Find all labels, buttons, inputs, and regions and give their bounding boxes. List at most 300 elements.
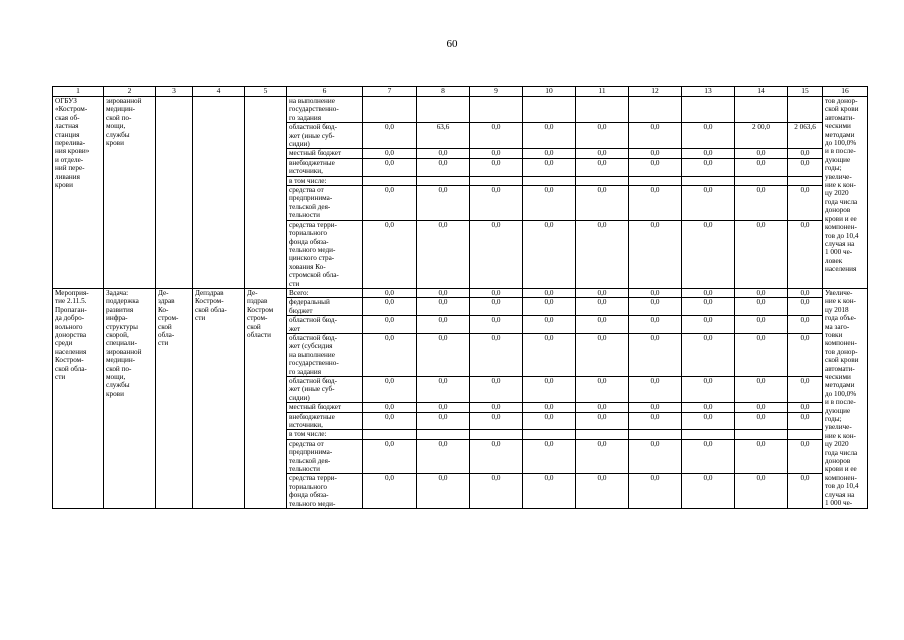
value-cell [470,176,523,185]
text-line: инфра- [106,314,128,323]
value-cell [523,97,576,123]
text-line: ториального [289,229,328,238]
text-line: бюджет [289,306,313,315]
row-label [287,220,363,288]
text-line: ской по- [106,364,132,373]
text-line: фонда обяза- [289,491,329,500]
text-line: 1 000 че- [825,248,853,257]
text-line: компонен- [825,223,857,232]
value-cell: 0,0 [523,403,576,412]
text-line: мощи, [106,122,126,131]
text-line: ской обла- [195,305,227,314]
table-row [53,97,868,123]
value-cell: 0,0 [788,288,823,297]
value-cell: 0,0 [629,288,682,297]
text-line: медицин- [106,356,136,365]
value-cell [788,430,823,439]
text-line: тов до 10,4 [825,482,859,491]
value-cell: 0,0 [629,412,682,430]
column-header: 2 [104,87,156,97]
value-cell: 0,0 [788,298,823,316]
text-line: развития [106,305,134,314]
text-line: цу 2020 [825,440,849,449]
value-cell: 0,0 [523,158,576,176]
value-cell: 0,0 [682,298,735,316]
value-cell: 0,0 [417,377,470,403]
column-header: 11 [576,87,629,97]
text-line: станция [55,130,80,139]
value-cell: 0,0 [417,298,470,316]
text-line: тельности [289,465,320,474]
value-cell: 0,0 [523,474,576,509]
text-line: товки [825,330,843,339]
value-cell: 0,0 [788,220,823,288]
text-line: ской [158,322,172,331]
value-cell: 0,0 [417,149,470,158]
row-label [287,333,363,376]
row-label [287,403,363,412]
cell-col5 [245,288,287,508]
value-cell [735,176,788,185]
text-line: жет (субсидия [289,342,333,351]
value-cell: 0,0 [470,288,523,297]
value-cell: 0,0 [629,333,682,376]
value-cell: 0,0 [363,412,417,430]
text-line: тов донор- [825,97,858,105]
table-row [53,288,868,297]
text-line: го задания [289,113,322,122]
value-cell [629,176,682,185]
cell-col3 [156,288,193,508]
text-line: Увеличе- [825,288,853,297]
column-header: 5 [245,87,287,97]
column-header: 3 [156,87,193,97]
text-line: ской [247,322,261,331]
text-line: ния крови» [55,147,90,156]
value-cell [629,97,682,123]
value-cell: 0,0 [576,403,629,412]
value-cell: 0,0 [363,149,417,158]
text-line: населения [825,265,857,274]
value-cell: 0,0 [682,123,735,149]
text-line: в том числе: [289,176,327,185]
value-cell: 0,0 [470,149,523,158]
text-line: на выполнение [289,350,335,359]
column-header: 13 [682,87,735,97]
text-line: пздрав [247,297,268,306]
value-cell [576,430,629,439]
text-line: тельской дея- [289,456,331,465]
value-cell: 0,0 [417,158,470,176]
value-cell: 0,0 [363,333,417,376]
value-cell: 0,0 [470,158,523,176]
text-line: Костром- [55,356,84,365]
value-cell: 0,0 [417,316,470,334]
text-line: источники, [289,421,323,430]
value-cell: 0,0 [788,149,823,158]
text-line: областной бюд- [289,123,337,132]
value-cell: 0,0 [629,220,682,288]
column-header: 8 [417,87,470,97]
text-line: областной бюд- [289,333,337,342]
value-cell: 0,0 [576,474,629,509]
value-cell [735,430,788,439]
text-line: до 100,0% [825,139,857,148]
value-cell: 0,0 [682,403,735,412]
text-line: ской крови [825,356,859,365]
cell-col4 [193,288,245,508]
text-line: государственно- [289,359,339,368]
value-cell: 0,0 [363,316,417,334]
text-line: среди [55,339,73,348]
value-cell: 0,0 [682,377,735,403]
cell-col1 [53,97,104,289]
value-cell: 0,0 [576,333,629,376]
value-cell [523,176,576,185]
value-cell: 0,0 [470,123,523,149]
value-cell: 0,0 [788,403,823,412]
value-cell: 0,0 [735,439,788,474]
value-cell: 0,0 [363,298,417,316]
row-label [287,97,363,123]
budget-table [52,86,868,509]
value-cell: 0,0 [417,333,470,376]
value-cell: 0,0 [470,403,523,412]
value-cell: 0,0 [470,412,523,430]
column-header: 14 [735,87,788,97]
value-cell [417,176,470,185]
value-cell: 0,0 [470,186,523,221]
text-line: ластная [55,122,79,131]
value-cell [363,430,417,439]
text-line: случая на [825,490,855,499]
value-cell [470,97,523,123]
value-cell: 0,0 [629,316,682,334]
text-line: предпринима- [289,194,333,203]
text-line: компонен- [825,339,857,348]
value-cell: 63,6 [417,123,470,149]
text-line: годы; [825,415,842,424]
text-line: медицин- [106,105,136,114]
text-line: да добро- [55,314,85,323]
value-cell: 0,0 [788,474,823,509]
text-line: ческими [825,373,851,381]
text-line: ловек [825,256,843,265]
value-cell: 0,0 [576,123,629,149]
text-line: мощи, [106,373,126,381]
text-line: «Костром- [55,105,88,114]
value-cell: 0,0 [735,474,788,509]
value-cell: 0,0 [470,333,523,376]
text-line: и отделе- [55,155,84,164]
value-cell: 0,0 [629,123,682,149]
value-cell: 0,0 [363,220,417,288]
text-line: дующие [825,155,851,164]
text-line: средства от [289,439,324,448]
value-cell: 0,0 [629,158,682,176]
value-cell: 0,0 [682,333,735,376]
value-cell [682,97,735,123]
cell-col2 [104,97,156,289]
row-label [287,412,363,430]
value-cell: 0,0 [363,377,417,403]
text-line: Всего: [289,288,309,297]
value-cell: 0,0 [629,474,682,509]
value-cell: 0,0 [417,403,470,412]
text-line: до 100,0% [825,389,857,398]
text-line: жет [289,324,301,333]
text-line: цу 2020 [825,189,849,198]
text-line: ОГБУЗ [55,97,77,105]
value-cell: 0,0 [417,186,470,221]
value-cell: 0,0 [363,288,417,297]
value-cell [576,97,629,123]
value-cell: 0,0 [363,474,417,509]
text-line: тие 2.11.5. [55,297,87,306]
text-line: Мероприя- [55,288,89,297]
value-cell [363,97,417,123]
text-line: сидии) [289,393,310,402]
value-cell: 0,0 [470,439,523,474]
column-header: 7 [363,87,417,97]
cell-col16 [823,97,868,289]
value-cell: 0,0 [523,439,576,474]
value-cell: 0,0 [629,377,682,403]
text-line: перелива- [55,139,86,148]
value-cell: 0,0 [682,439,735,474]
value-cell: 0,0 [735,149,788,158]
text-line: зированной [106,347,142,356]
value-cell: 0,0 [682,474,735,509]
value-cell: 0,0 [523,186,576,221]
text-line: тельного меди- [289,245,336,254]
value-cell: 0,0 [682,158,735,176]
value-cell: 2 063,6 [788,123,823,149]
text-line: структуры [106,322,138,331]
column-header: 12 [629,87,682,97]
text-line: хования Ко- [289,262,326,271]
value-cell: 0,0 [735,403,788,412]
text-line: сти [289,279,300,288]
text-line: населения [55,347,87,356]
value-cell: 0,0 [576,316,629,334]
value-cell: 0,0 [576,377,629,403]
value-cell: 0,0 [363,158,417,176]
column-header: 16 [823,87,868,97]
value-cell: 0,0 [682,288,735,297]
row-label [287,316,363,334]
value-cell: 0,0 [523,220,576,288]
value-cell: 0,0 [576,149,629,158]
text-line: Де- [158,288,169,297]
value-cell: 0,0 [363,123,417,149]
text-line: ливания [55,172,80,181]
text-line: специали- [106,339,137,348]
text-line: тельской дея- [289,202,331,211]
value-cell: 0,0 [523,412,576,430]
text-line: случая на [825,239,855,248]
text-line: доноров [825,206,851,215]
text-line: ской обла- [55,364,87,373]
value-cell: 0,0 [629,439,682,474]
value-cell [788,176,823,185]
value-cell: 0,0 [417,474,470,509]
text-line: скорой, [106,330,129,339]
text-line: ская об- [55,113,80,122]
text-line: фонда обяза- [289,237,329,246]
column-header: 4 [193,87,245,97]
text-line: Пропаган- [55,305,87,314]
text-line: ской крови [825,105,859,114]
value-cell: 0,0 [788,412,823,430]
value-cell: 0,0 [523,149,576,158]
text-line: тельности [289,211,320,220]
text-line: года объе- [825,314,857,323]
value-cell: 0,0 [363,439,417,474]
text-line: поддержка [106,297,139,306]
value-cell [682,430,735,439]
text-line: ние к кон- [825,431,856,440]
text-line: сти [158,339,169,348]
value-cell: 0,0 [363,186,417,221]
value-cell: 0,0 [576,288,629,297]
value-cell [735,97,788,123]
value-cell [363,176,417,185]
text-line: ний пере- [55,164,85,173]
text-line: государственно- [289,105,339,114]
text-line: и в после- [825,398,856,407]
text-line: крови [106,389,124,398]
text-line: обла- [158,330,175,339]
value-cell: 0,0 [735,412,788,430]
text-line: в том числе: [289,430,327,439]
value-cell: 0,0 [576,186,629,221]
value-cell: 0,0 [788,439,823,474]
value-cell [682,176,735,185]
text-line: здрав [158,297,175,306]
value-cell: 0,0 [629,186,682,221]
text-line: крови и ее [825,214,857,223]
column-header: 9 [470,87,523,97]
value-cell: 0,0 [735,186,788,221]
text-line: сти [55,373,66,381]
row-label [287,149,363,158]
value-cell: 0,0 [576,298,629,316]
text-line: тов до 10,4 [825,231,859,240]
value-cell [576,176,629,185]
text-line: сидии) [289,140,310,149]
value-cell: 0,0 [735,316,788,334]
value-cell [417,430,470,439]
value-cell: 0,0 [523,288,576,297]
row-label [287,298,363,316]
text-line: 1 000 че- [825,499,853,508]
cell-col4 [193,97,245,289]
text-line: Костром- [195,297,224,306]
text-line: увеличе- [825,172,852,181]
value-cell: 0,0 [735,288,788,297]
value-cell: 0,0 [629,298,682,316]
value-cell: 0,0 [523,377,576,403]
value-cell: 0,0 [629,403,682,412]
value-cell: 0,0 [470,316,523,334]
text-line: Депздрав [195,288,224,297]
text-line: местный бюджет [289,403,342,412]
row-label [287,158,363,176]
text-line: го задания [289,367,322,376]
text-line: дующие [825,406,851,415]
value-cell [417,97,470,123]
row-label [287,439,363,474]
text-line: увеличе- [825,423,852,432]
value-cell: 0,0 [576,412,629,430]
text-line: ние к кон- [825,297,856,306]
value-cell: 0,0 [735,158,788,176]
row-label [287,474,363,509]
text-line: средства терри- [289,474,337,483]
text-line: цу 2018 [825,305,849,314]
text-line: цинского стра- [289,254,335,263]
text-line: ние к кон- [825,181,856,190]
value-cell: 0,0 [417,412,470,430]
value-cell: 0,0 [788,158,823,176]
column-header: 1 [53,87,104,97]
text-line: стром- [158,314,179,323]
text-line: стромской обла- [289,271,339,280]
cell-col1 [53,288,104,508]
value-cell: 0,0 [682,149,735,158]
text-line: федеральный [289,298,330,307]
text-line: ториального [289,482,328,491]
text-line: областной бюд- [289,377,337,385]
text-line: средства терри- [289,220,337,229]
page-number: 60 [446,38,458,50]
text-line: методами [825,130,855,139]
value-cell: 0,0 [788,333,823,376]
value-cell: 0,0 [788,186,823,221]
text-line: Де- [247,288,258,297]
value-cell: 0,0 [523,123,576,149]
text-line: компонен- [825,473,857,482]
text-line: жет (иные суб- [289,385,335,394]
value-cell: 0,0 [576,439,629,474]
value-cell: 0,0 [470,474,523,509]
value-cell: 0,0 [682,186,735,221]
value-cell [629,430,682,439]
value-cell: 0,0 [470,377,523,403]
row-label [287,123,363,149]
text-line: крови [106,139,124,148]
text-line: на выполнение [289,97,335,105]
text-line: года числа [825,448,858,457]
text-line: жет (иные суб- [289,131,335,140]
text-line: ма заго- [825,322,850,331]
text-line: автомати- [825,364,855,373]
text-line: Задача: [106,288,129,297]
value-cell: 0,0 [629,149,682,158]
text-line: внебюджетные [289,412,335,421]
text-line: сти [195,314,206,323]
column-header: 6 [287,87,363,97]
text-line: ской по- [106,113,132,122]
text-line: местный бюджет [289,149,342,158]
value-cell: 0,0 [470,298,523,316]
text-line: Ко- [158,305,169,314]
text-line: тов донор- [825,347,858,356]
value-cell: 0,0 [576,158,629,176]
text-line: тельного меди- [289,499,336,508]
text-line: Костром [247,305,274,314]
